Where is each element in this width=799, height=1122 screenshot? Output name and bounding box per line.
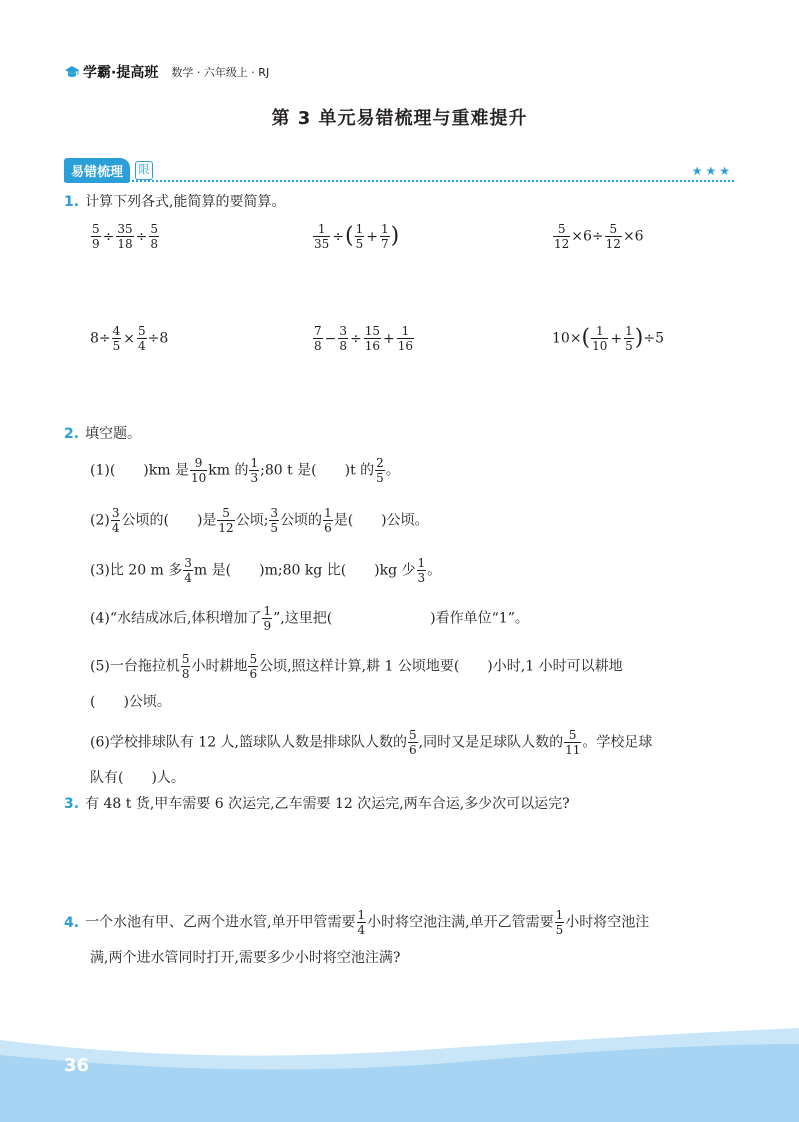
fraction: $\frac{5}{12}$ — [554, 222, 570, 251]
question-number: 3. — [64, 796, 80, 812]
book-subtitle: 数学 · 六年级上 · RJ — [171, 66, 270, 79]
fraction: $\frac{3}{4}$ — [184, 556, 192, 585]
brand-logo-text: 学霸·提高班 — [83, 65, 159, 81]
fraction: $\frac{1}{5}$ — [355, 222, 364, 251]
footer-wave — [0, 1010, 799, 1122]
graduation-cap-icon — [64, 65, 80, 79]
question-number: 2. — [64, 426, 80, 442]
question-text: 计算下列各式,能简算的要简算。 — [85, 194, 286, 210]
fraction: $\frac{5}{11}$ — [565, 728, 581, 757]
question-3 — [64, 794, 570, 814]
fraction: $\frac{15}{16}$ — [364, 324, 381, 353]
blank-item-6-continued: 队有( )人。 — [90, 770, 185, 786]
page-number: 36 — [64, 1055, 90, 1076]
blank-item-4: (4)“水结成冰后,体积增加了 $\frac{1}{9}$ ”,这里把( )看作单位“1”。 — [90, 604, 529, 633]
question-4-continued: 满,两个进水管同时打开,需要多少小时将空池注满? — [90, 950, 401, 966]
blank-item-5-continued: ( )公顷。 — [90, 694, 171, 710]
fraction: $\frac{3}{5}$ — [270, 506, 279, 535]
fraction: $\frac{1}{6}$ — [324, 506, 332, 535]
question-text: 有 48 t 货,甲车需要 6 次运完,乙车需要 12 次运完,两车合运,多少次可以运完? — [85, 796, 570, 812]
question-number: 4. — [64, 914, 80, 931]
brand-header — [64, 62, 269, 82]
fraction: $\frac{5}{6}$ — [409, 728, 417, 757]
question-1 — [64, 192, 286, 212]
fraction: $\frac{1}{9}$ — [263, 604, 272, 633]
fraction: $\frac{3}{8}$ — [339, 324, 348, 353]
question-4: 4. 一个水池有甲、乙两个进水管,单开甲管需要 $\frac{1}{4}$ 小时将空池注满,单开乙管需要 $\frac{1}{5}$ 小时将空池注 — [64, 908, 650, 937]
difficulty-stars: ★★★ — [691, 164, 733, 178]
question-number: 1. — [64, 194, 80, 210]
fraction: $\frac{1}{7}$ — [380, 222, 389, 251]
question-2 — [64, 424, 141, 444]
fraction: $\frac{1}{16}$ — [397, 324, 414, 353]
fraction: $\frac{5}{6}$ — [249, 652, 258, 681]
fraction: $\frac{9}{10}$ — [190, 456, 207, 485]
time-limit-icon: 限 — [135, 161, 153, 180]
blank-item-5: (5)一台拖拉机 $\frac{5}{8}$ 小时耕地 $\frac{5}{6}$ 公顷,照这样计算,耕 1 公顷地要( )小时,1 小时可以耕地 — [90, 652, 623, 681]
fraction: $\frac{5}{4}$ — [138, 324, 146, 353]
fraction: $\frac{7}{8}$ — [314, 324, 322, 353]
expression-3: $\frac{5}{12}$ ×6÷ $\frac{5}{12}$ ×6 — [554, 222, 644, 251]
fraction: $\frac{1}{35}$ — [314, 222, 330, 251]
fraction: $\frac{1}{3}$ — [417, 556, 426, 585]
expression-4: 8÷ $\frac{4}{5}$ × $\frac{5}{4}$ ÷8 — [90, 324, 169, 353]
fraction: $\frac{5}{12}$ — [605, 222, 621, 251]
expression-1: $\frac{5}{9}$ ÷ $\frac{35}{18}$ ÷ $\frac{5}{8}$ — [92, 222, 159, 251]
expression-5: $\frac{7}{8}$ − $\frac{3}{8}$ ÷ $\frac{15}{16}$ + $\frac{1}{16}$ — [314, 324, 414, 353]
blank-item-3: (3)比 20 m 多 $\frac{3}{4}$ m 是( )m;80 kg 比( )kg 少 $\frac{1}{3}$ 。 — [90, 556, 442, 585]
fraction: $\frac{5}{8}$ — [150, 222, 159, 251]
blank-item-2: (2) $\frac{3}{4}$ 公顷的( )是 $\frac{5}{12}$ 公顷; $\frac{3}{5}$ 公顷的 $\frac{1}{6}$ 是( )公顷。 — [90, 506, 429, 535]
fraction: $\frac{5}{12}$ — [218, 506, 234, 535]
page-title: 第 3 单元易错梳理与重难提升 — [271, 108, 528, 129]
fraction: $\frac{3}{4}$ — [111, 506, 120, 535]
section-badge: 易错梳理 — [64, 158, 130, 183]
blank-item-6: (6)学校排球队有 12 人,篮球队人数是排球队人数的 $\frac{5}{6}$ ,同时又是足球队人数的 $\frac{5}{11}$ 。学校足球 — [90, 728, 653, 757]
fraction: $\frac{1}{5}$ — [625, 324, 633, 353]
fraction: $\frac{2}{5}$ — [376, 456, 384, 485]
fraction: $\frac{5}{8}$ — [181, 652, 190, 681]
fraction: $\frac{1}{4}$ — [357, 908, 366, 937]
fraction: $\frac{1}{10}$ — [592, 324, 608, 353]
fraction: $\frac{1}{3}$ — [250, 456, 259, 485]
section-divider — [64, 180, 734, 182]
fraction: $\frac{35}{18}$ — [117, 222, 133, 251]
question-text: 填空题。 — [85, 426, 142, 442]
expression-6: 10×( $\frac{1}{10}$ + $\frac{1}{5}$ )÷5 — [552, 324, 665, 353]
blank-item-1: (1)( )km 是 $\frac{9}{10}$ km 的 $\frac{1}{3}$ ;80 t 是( )t 的 $\frac{2}{5}$ 。 — [90, 456, 400, 485]
fraction: $\frac{4}{5}$ — [112, 324, 121, 353]
expression-2: $\frac{1}{35}$ ÷( $\frac{1}{5}$ + $\frac{1}{7}$ ) — [314, 222, 400, 251]
fraction: $\frac{1}{5}$ — [555, 908, 564, 937]
fraction: $\frac{5}{9}$ — [92, 222, 100, 251]
